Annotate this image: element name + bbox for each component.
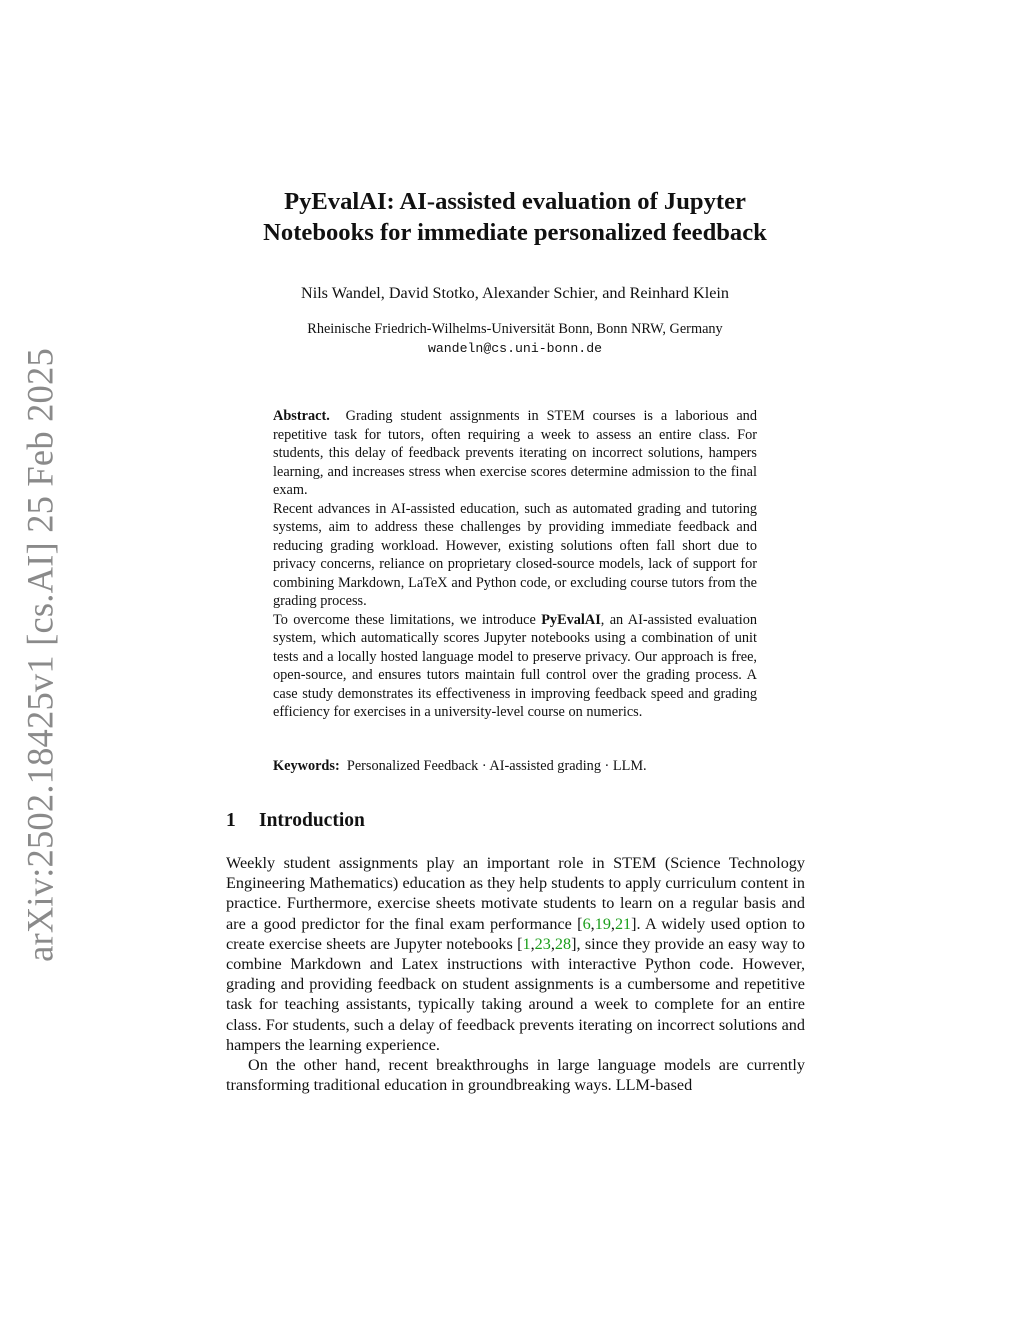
keywords-label: Keywords: — [273, 758, 340, 774]
intro-paragraph-1: Weekly student assignments play an important role in STEM (Science Technology Engineering Mathematics) education as they help students to apply curriculum content in practice. Furthermore, exercise sheets motivate students to learn on a regular basis and are a good predictor for the final exam performance [6,19,21]. A widely used option to create exercise sheets are Jupyter notebooks [1,23,28], since they provide an easy way to combine Markdown and Latex instructions with interactive Python code. However, grading and providing feedback on student assignments is a cumbersome and repetitive task for teaching assistants, typically taking around a week to complete for an entire class. For students, such a delay of feedback prevents iterating on incorrect solutions and hampers the learning experience. — [226, 854, 805, 1054]
section-title: Introduction — [259, 810, 365, 831]
citation-link[interactable]: 23 — [534, 934, 551, 953]
system-name: PyEvalAI — [541, 611, 601, 628]
abstract-text-3b: , an AI-assisted evaluation system, which automatically scores Jupyter notebooks using a combination of unit tests and a locally hosted language model to preserve privacy. Our approach is free, open-source, and ensures tutors maintain full control over the grading process. A case study demonstrates its effectiveness in improving feedback speed and grading efficiency for exercises in a university-level course on numerics. — [273, 611, 757, 720]
intro-text-a: Weekly student assignments play an important role in STEM (Science Technology Engineering Mathematics) education as they help students to apply curriculum content in practice. Furthermore, exercise sheets motivate students to learn on a regular basis and are a good predictor for the final exam performance [ — [226, 854, 805, 933]
title-line-2: Notebooks for immediate personalized feedback — [263, 219, 767, 246]
citation-link[interactable]: 6 — [582, 914, 591, 933]
citation-link[interactable]: 19 — [594, 914, 611, 933]
abstract-paragraph-3 — [273, 611, 757, 722]
abstract — [273, 407, 757, 722]
abstract-paragraph-1 — [273, 407, 757, 500]
affiliation: Rheinische Friedrich-Wilhelms-Universität Bonn, Bonn NRW, Germany — [307, 321, 723, 337]
introduction-body — [226, 853, 805, 1095]
intro-text-b: ]. A widely used option to create exercise sheets are Jupyter notebooks [ — [226, 914, 805, 953]
abstract-paragraph-2: Recent advances in AI-assisted education, such as automated grading and tutoring systems, aim to address these challenges by providing immediate feedback and reducing grading workload. However, existing solutions often fall short due to privacy concerns, reliance on proprietary closed-source models, lack of support for combining Markdown, LaTeX and Python code, or excluding course tutors from the grading process. — [273, 500, 757, 609]
arxiv-sidebar — [6, 348, 74, 962]
paper-title — [150, 186, 880, 248]
keywords — [273, 757, 757, 776]
citation-link[interactable]: 28 — [554, 934, 572, 953]
citation-link[interactable]: 21 — [614, 914, 632, 933]
keywords-text: Personalized Feedback · AI-assisted grading · LLM. — [346, 758, 647, 774]
affiliation-block — [150, 320, 880, 358]
abstract-label: Abstract. — [273, 408, 330, 424]
section-heading — [226, 810, 365, 832]
author-list: Nils Wandel, David Stotko, Alexander Schier, and Reinhard Klein — [301, 284, 729, 302]
section-number: 1 — [226, 810, 236, 831]
title-line-1: PyEvalAI: AI-assisted evaluation of Jupyter — [284, 188, 746, 215]
abstract-text-1: Grading student assignments in STEM courses is a laborious and repetitive task for tutors, often requiring a week to assess an entire class. For students, this delay of feedback prevents iterating on incorrect solutions, hampers learning, and increases stress when exercise scores determine admission to the final exam. — [273, 408, 757, 498]
intro-text-c: ], since they provide an easy way to combine Markdown and Latex instructions with interactive Python code. However, grading and providing feedback on student assignments is a cumbersome and repetitive task for teaching assistants, typically taking around a week to complete for an entire class. For students, such a delay of feedback prevents iterating on incorrect solutions and hampers the learning experience. — [226, 934, 805, 1054]
citation-link[interactable]: 1 — [522, 934, 531, 953]
arxiv-identifier: arXiv:2502.18425v1 [cs.AI] 25 Feb 2025 — [19, 348, 61, 962]
intro-paragraph-2: On the other hand, recent breakthroughs in large language models are currently transforming traditional education in groundbreaking ways. LLM-based — [226, 1056, 805, 1095]
abstract-text-3a: To overcome these limitations, we introduce — [273, 611, 542, 628]
author-email[interactable]: wandeln@cs.uni-bonn.de — [427, 341, 603, 356]
